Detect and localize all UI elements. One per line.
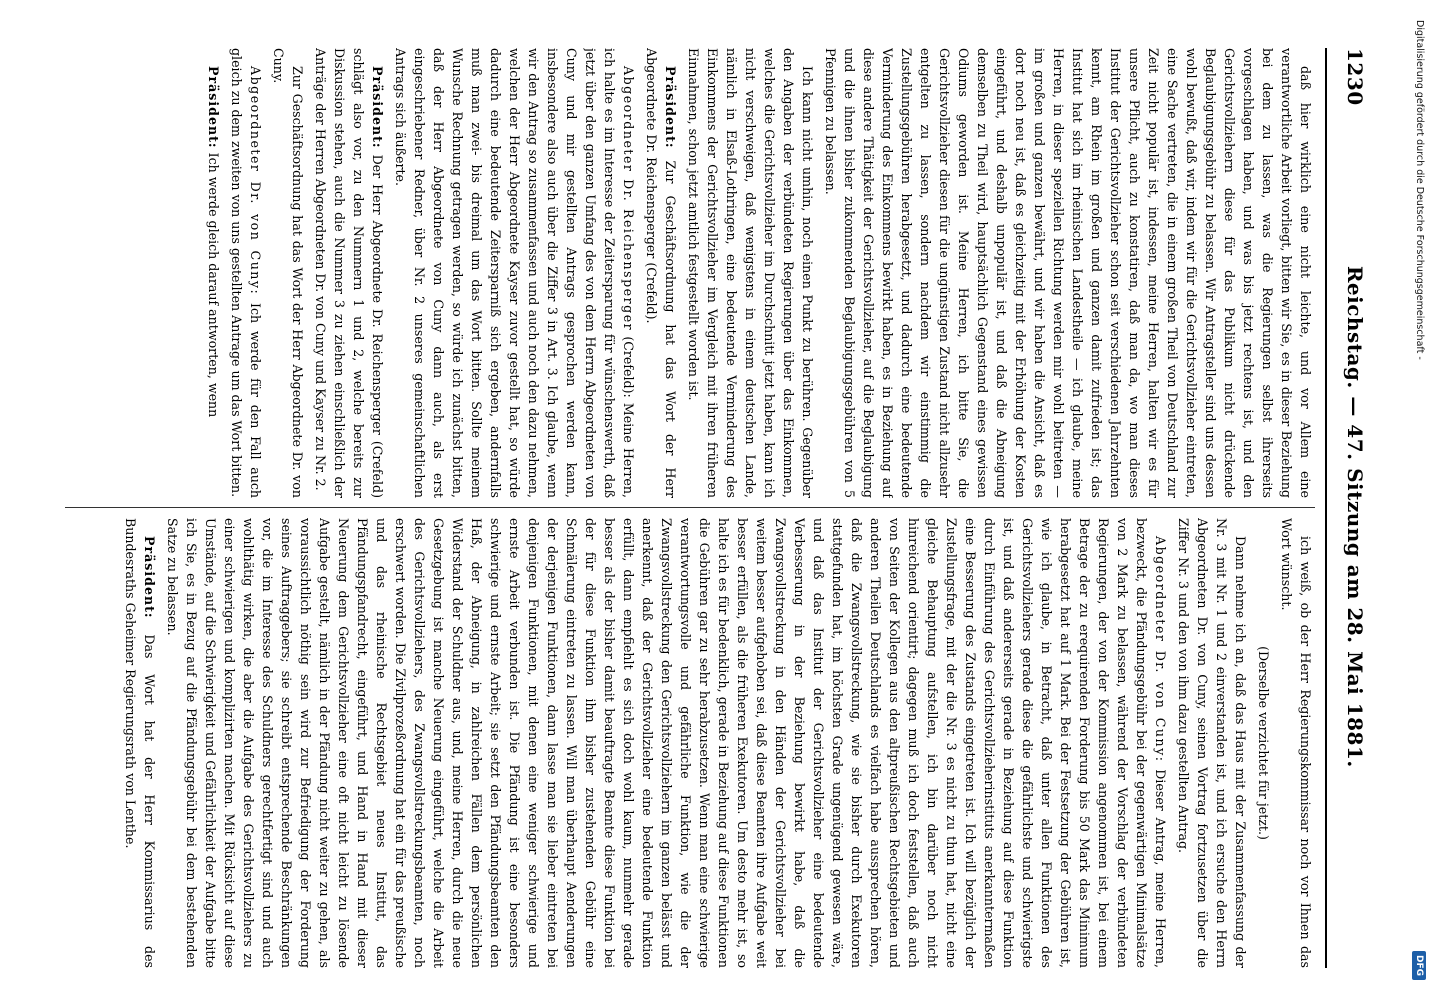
paragraph: Präsident: Zur Geschäftsordnung hat das Wort der Herr Abgeordnete Dr. Reichensperger (Crefeld). [644,48,678,498]
speaker-label: Präsident: [370,66,385,149]
credit-text: Digitalisierung gefördert durch die Deutsche Forschungsgemeinschaft - [1414,20,1425,360]
left-column [65,48,1315,498]
stage-direction: (Derselbe verzichtet für jetzt.) [1256,646,1271,840]
page-header [1335,48,1375,968]
page-number: 1230 [1343,48,1367,106]
rotated-document-page [35,18,1395,988]
paragraph: Zur Geschäftsordnung hat das Wort der Herr Abgeordnete Dr. von Cuny. [271,48,305,498]
column-divider [65,507,1315,508]
speaker-label: Präsident: [206,66,221,149]
paragraph: Dann nehme ich an, daß das Haus mit der Zusammenfassung der Nr. 3 mit Nr. 1 und 2 einverstanden ist, und ich ersuche den Herrn Abgeordneten Dr. von Cuny, seinen Vortrag fortzusetzen über die Ziffer Nr. 3 und den von ihm dazu gestellten Antrag. [1176,518,1248,968]
paragraph: Ich kann nicht umhin, noch einen Punkt zu berühren. Gegenüber den Angaben der verbündeten Regierungen über das Einkommen, welches die Gerichtsvollzieher im Durchschnitt jetzt haben, kann ich nicht verschweigen, daß wenigstens in einem deutschen Lande, nämlich in Elsaß-Lothringen, eine bedeutende Verminderung des Einkommens der Gerichtsvollzieher im Vergleich mit ihren früheren Einnahmen, schon jetzt amtlich festgestellt worden ist. [686,48,815,498]
paragraph: Abgeordneter Dr. von Cuny: Ich werde für den Fall auch gleich zu dem zweiten von uns gestellten Antrage um das Wort bitten. [229,48,263,498]
paragraph: ich weiß, ob der Herr Regierungskommissar noch vor Ihnen das Wort wünscht. [1279,518,1313,968]
paragraph: daß hier wirklich eine nicht leichte, und vor Allem eine verantwortliche Arbeit vorliegt, bitten wir Sie, es in dieser Beziehung bei dem zu lassen, was die Regierungen selbst ihrerseits vorgeschlagen haben, und was bis jetzt rechtens ist, und den Gerichtsvollziehern diese für das Publikum nicht drückende Beglaubigungsgebühr zu belassen. Wir Antragsteller sind uns dessen wohl bewußt, daß wir, indem wir für die Gerichtsvollzieher eintreten, eine Sache vertreten, die in einem großen Theil von Deutschland zur Zeit nicht populär ist, indessen, meine Herren, halten wir es für unsere Pflicht, auch zu konstatiren, daß man da, wo man dieses Institut der Gerichtsvollzieher schon seit verschiedenen Jahrzehnten kennt, am Rhein im großen und ganzen damit zufrieden ist; das Institut hat sich im rheinischen Landestheile — ich glaube, meine Herren, in dieser speziellen Richtung werden mir wohl beitreten — im großen und ganzen bewährt, und wir haben die Ansicht, daß es dort noch neu ist, daß es gleichzeitig mit der Erhöhung der Kosten eingeführt, und deshalb unpopulär ist, und daß die Abneigung demselben zu Theil wird, hauptsächlich Gegenstand eines gewissen Odiums geworden ist. Meine Herren, ich bitte Sie, die Gerichtsvollzieher diesen für die ungünstigen Zustand nicht allzusehr entgelten zu lassen, sondern nachdem wir einstimmig die Zustellungsgebühren herabgesetzt, und dadurch eine bedeutende Verminderung des Einkommens bewirkt haben, es in Beziehung auf diese andere Thätigkeit der Gerichtsvollzieher, auf die Beglaubigung und die ihnen bisher zukommenden Beglaubigungsgebühren von 5 Pfennigen zu belassen. [823,48,1313,498]
speaker-label: Abgeordneter Dr. von Cuny: [1153,536,1168,763]
page-title: Reichstag. — 47. Sitzung am 28. Mai 1881. [1343,265,1367,768]
paragraph: Abgeordneter Dr. von Cuny: Dieser Antrag, meine Herren, bezweckt, die Pfändungsgebühr bei der gegenwärtigen Minimalsätze von 2 Mark zu belassen, während der Vorschlag der verbündeten Regierungen, der von der Kommission angenommen ist, bei einem Betrage der zu erequirenden Forderung bis 50 Mark das Minimum herabgesetzt hat auf 1 Mark. Bei der Festsetzung der Gebühren ist, wie ich glaube, in Betracht, daß unter allen Funktionen des Gerichtsvollziehers gerade diese die gefährlichste und schwierigste ist, und daß andererseits gerade in Beziehung auf diese Funktion durch Einführung des Gerichtsvollzieherinstituts anerkanntermaßen eine Besserung des Zustands eingetreten ist. Ich will bezüglich der Zustellungsfrage, mit der die Nr. 3 es nicht zu thun hat, nicht eine gleiche Behauptung aufstellen, ich bin darüber noch nicht hinreichend orientirt; dagegen muß ich doch feststellen, daß auch von Seiten der Kollegen aus den altpreußischen Rechtsgebieten und anderen Theilen Deutschlands es vielfach habe aussprechen hören, daß die Zwangsvollstreckung, wie sie bisher durch Exekutoren stattgefunden hat, im höchsten Grade ungenügend gewesen wäre, und daß das Institut der Gerichtsvollzieher eine bedeutende Verbesserung in der Beziehung bewirkt habe, daß die Zwangsvollstreckung in den Händen der Gerichtsvollzieher bei weitem besser aufgehoben sei, daß diese Beamten ihre Aufgabe weit besser erfüllen, als die früheren Exekutoren. Um desto mehr ist, so halte ich es für bedenklich, gerade in Beziehung auf diese Funktionen die Gebühren gar zu sehr herabzusetzen. Wenn man eine schwierige verantwortungsvolle und gefährliche Funktion, wie die der Zwangsvollstreckung den Gerichtsvollziehern im ganzen belässt und anerkennt, daß der Gerichtsvollzieher eine bedeutende Funktion erfüllt, dann empfiehlt es sich doch wohl kaum, nunmehr gerade besser als der bisher damit beauftragte Beamte diese Funktion bei der für diese Funktion ihm bisher zustehenden Gebühr eine Schmälerung eintreten zu lassen. Will man überhaupt Aenderungen der derjenigen Funktionen, dann lasse man sie lieber eintreten bei denjenigen Funktionen, mit denen eine weniger schwierige und ernste Arbeit verbunden ist. Die Pfändung ist eine besonders schwierige und ernste Arbeit; sie setzt den Pfändungsbeamten den Haß, der Abneigung, in zahlreichen Fällen dem persönlichen Widerstand der Schuldner aus, und, meine Herren, durch die neue Gesetzgebung ist manche Neuerung eingeführt, welche die Arbeit des Gerichtsvollziehers, des Zwangsvollstreckungsbeamten, noch erschwert worden. Die Zivilprozeßordnung hat ein für das preußische und das rheinische Rechtsgebiet neues Institut, das Pfändungspfandrecht, eingeführt, und Hand in Hand mit dieser Neuerung dem Gerichtsvollzieher eine oft nicht leicht zu lösende Aufgabe gestellt, nämlich in der Pfändung nicht weiter zu gehen, als voraussichtlich nöthig sein wird zur Befriedigung der Forderung seines Auftraggebers; sie schreibt entsprechende Beschränkungen vor, die im Interesse des Schuldners gerechtfertigt sind und auch wohlthätig wirken, die aber die Aufgabe des Gerichtsvollziehers zu einer schwierigen und komplizirten machen. Mit Rücksicht auf diese Umstände, auf die Schwierigkeit und Gefährlichkeit der Aufgabe bitte ich Sie, es in Bezug auf die Pfändungsgebühr bei dem bestehenden Satze zu belassen. [165,518,1168,968]
speaker-label: Präsident: [663,66,678,149]
text-columns [65,48,1315,968]
speaker-label: Abgeordneter Dr. von Cuny: [248,66,263,296]
speaker-label: Präsident: [142,536,157,619]
speaker-label: Abgeordneter Dr. Reichensperger [621,66,636,332]
paragraph: Abgeordneter Dr. Reichensperger (Crefeld): Meine Herren, ich halte es im Interesse der Zeitersparung für wünschenswerth, daß jetzt über den ganzen Umfang des von dem Herrn Abgeordneten von Cuny und mir gestellten Antrags gesprochen werden kann, insbesondere also auch über die Ziffer 3 in Art. 3. Ich glaube, wenn wir den Antrag so zusammenfassen und auch noch den dazu nehmen, welchen der Herr Abgeordnete Kayser zuvor gestellt hat, so würde dadurch eine bedeutende Zeitersparniß sich ergeben, andernfalls muß man zwei- bis dreimal um das Wort bitten. Sollte meinem Wunsche Rechnung getragen werden, so würde ich zunächst bitten, daß der Herr Abgeordnete von Cuny dann auch, als erst eingeschriebener Redner, über Nr. 2 unseres gemeinschaftlichen Antrags sich äußerte. [393,48,636,498]
paragraph: Präsident: Der Herr Abgeordnete Dr. Reichensperger (Crefeld) schlägt also vor, zu den Nummern 1 und 2, welche bereits zur Diskussion stehen, auch die Nummer 3 zu ziehen einschließlich der Anträge der Herren Abgeordneten Dr. von Cuny und Kayser zu Nr. 2. [313,48,385,498]
paragraph: Präsident: Ich werde gleich darauf antworten, wenn [206,66,221,418]
paragraph: Präsident: Das Wort hat der Herr Kommissarius des Bundesraths Geheimer Regierungsrath von Lenthe. [123,518,157,968]
digitization-credit [1412,20,1426,980]
dfg-logo: DFG [1412,951,1426,980]
right-column [65,518,1315,968]
header-rule [1325,48,1327,968]
